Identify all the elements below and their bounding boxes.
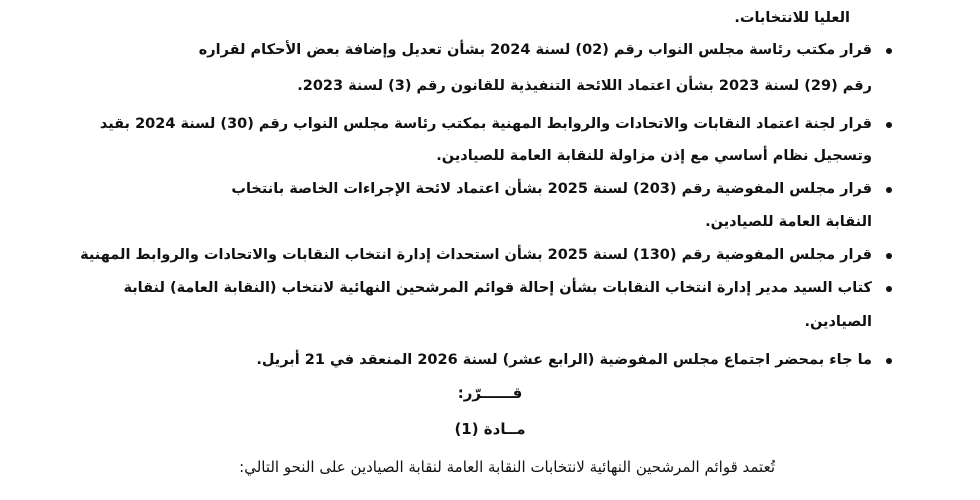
text-line: قرار مكتب رئاسة مجلس النواب رقم (02) لسنة 2024 بشأن تعديل وإضافة بعض الأحكام لقراره (198, 42, 872, 58)
text-line: النقابة العامة للصيادين. (705, 214, 872, 230)
text-line: قرار مجلس المفوضية رقم (203) لسنة 2025 بشأن اعتماد لائحة الإجراءات الخاصة بانتخاب (231, 181, 872, 197)
text-line: كتاب السيد مدير إدارة انتخاب النقابات بشأن إحالة قوائم المرشحين النهائية لانتخاب (النقابة العامة) لنقابة (123, 280, 872, 296)
bullet-icon (886, 286, 892, 292)
text-line: ما جاء بمحضر اجتماع مجلس المفوضية (الرابع عشر) لسنة 2026 المنعقد في 21 أبريل. (256, 352, 872, 368)
article-title: مــادة (1) (454, 420, 526, 438)
text-line: وتسجيل نظام أساسي مع إذن مزاولة للنقابة العامة للصيادين. (436, 148, 872, 164)
bullet-icon (886, 253, 892, 259)
article-body: تُعتمد قوائم المرشحين النهائية لانتخابات النقابة العامة لنقابة الصيادين على النحو التالي: (239, 458, 775, 476)
text-line: الصيادين. (804, 314, 872, 330)
decision-heading: قــــــرّر: (457, 384, 523, 402)
bullet-icon (886, 187, 892, 193)
bullet-icon (886, 358, 892, 364)
bullet-icon (886, 48, 892, 54)
bullet-icon (886, 122, 892, 128)
text-line: رقم (29) لسنة 2023 بشأن اعتماد اللائحة التنفيذية للقانون رقم (3) لسنة 2023. (297, 78, 872, 94)
text-line: قرار مجلس المفوضية رقم (130) لسنة 2025 بشأن استحداث إدارة انتخاب النقابات والاتحادات والروابط المهنية (80, 247, 872, 263)
text-line: العليا للانتخابات. (734, 10, 850, 26)
text-line: قرار لجنة اعتماد النقابات والاتحادات والروابط المهنية بمكتب رئاسة مجلس النواب رقم (30) لسنة 2024 بقيد (99, 116, 872, 132)
